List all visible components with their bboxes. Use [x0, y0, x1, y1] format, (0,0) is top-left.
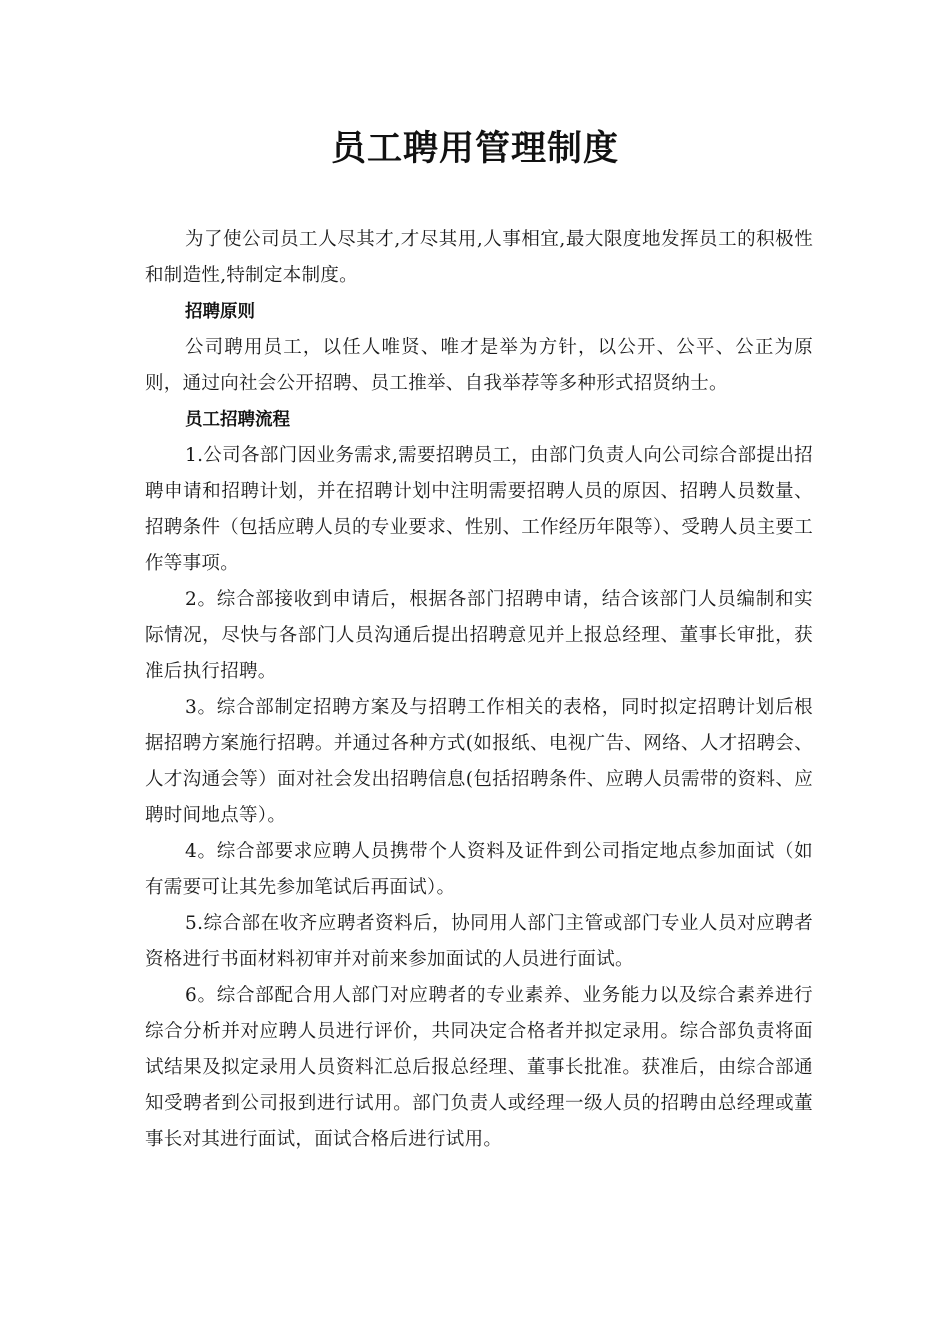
- process-step-2: 2。综合部接收到申请后，根据各部门招聘申请，结合该部门人员编制和实际情况，尽快与各部门人员沟通后提出招聘意见并上报总经理、董事长审批，获准后执行招聘。: [145, 589, 813, 682]
- intro-paragraph: 为了使公司员工人尽其才,才尽其用,人事相宜,最大限度地发挥员工的积极性和制造性,特制定本制度。: [145, 229, 813, 286]
- process-step-3: 3。综合部制定招聘方案及与招聘工作相关的表格，同时拟定招聘计划后根据招聘方案施行招聘。并通过各种方式(如报纸、电视广告、网络、人才招聘会、人才沟通会等）面对社会发出招聘信息(包括招聘条件、应聘人员需带的资料、应聘时间地点等）。: [145, 697, 813, 826]
- document-body: [145, 222, 813, 1158]
- process-step-1: 1.公司各部门因业务需求,需要招聘员工，由部门负责人向公司综合部提出招聘申请和招聘计划，并在招聘计划中注明需要招聘人员的原因、招聘人员数量、招聘条件（包括应聘人员的专业要求、性别、工作经历年限等）、受聘人员主要工作等事项。: [145, 445, 813, 574]
- page-title: 员工聘用管理制度: [330, 129, 619, 169]
- section-heading-principles: 招聘原则: [185, 302, 255, 322]
- section-heading-process: 员工招聘流程: [185, 410, 290, 430]
- process-step-5: 5.综合部在收齐应聘者资料后，协同用人部门主管或部门专业人员对应聘者资格进行书面材料初审并对前来参加面试的人员进行面试。: [145, 913, 813, 970]
- process-step-6: 6。综合部配合用人部门对应聘者的专业素养、业务能力以及综合素养进行综合分析并对应聘人员进行评价，共同决定合格者并拟定录用。综合部负责将面试结果及拟定录用人员资料汇总后报总经理、董事长批准。获准后，由综合部通知受聘者到公司报到进行试用。部门负责人或经理一级人员的招聘由总经理或董事长对其进行面试，面试合格后进行试用。: [145, 985, 813, 1150]
- process-step-4: 4。综合部要求应聘人员携带个人资料及证件到公司指定地点参加面试（如有需要可让其先参加笔试后再面试）。: [145, 841, 813, 898]
- principles-paragraph: 公司聘用员工，以任人唯贤、唯才是举为方针，以公开、公平、公正为原则，通过向社会公开招聘、员工推举、自我举荐等多种形式招贤纳士。: [145, 337, 813, 394]
